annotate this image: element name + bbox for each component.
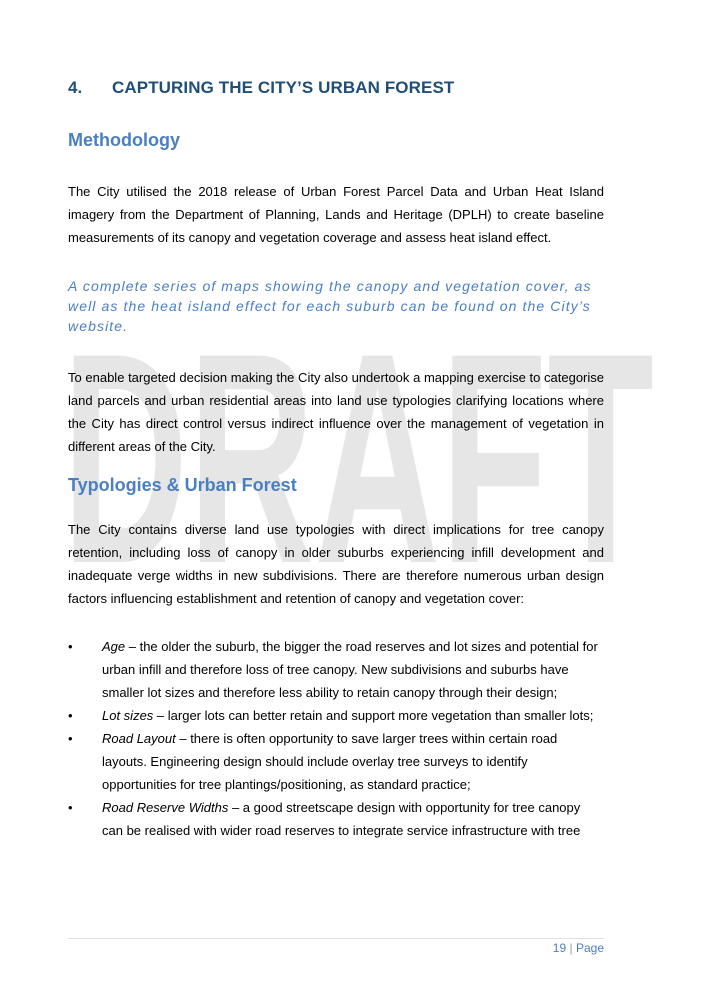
footer-separator: |: [569, 941, 573, 955]
bullet-icon: •: [68, 639, 73, 654]
list-item-text: – larger lots can better retain and support more vegetation than smaller lots;: [153, 708, 594, 723]
section-heading: [68, 78, 454, 98]
design-factors-list: [68, 635, 604, 842]
list-item-text: – there is often opportunity to save larger trees within certain road layouts. Engineering design should include overlay tree surveys to identify opportunities for tree plantings/positioning, as standard practice;: [102, 731, 558, 792]
list-item-term: Road Reserve Widths: [102, 800, 229, 815]
maps-note: A complete series of maps showing the canopy and vegetation cover, as well as the heat island effect for each suburb can be found on the City’s website.: [68, 278, 592, 334]
watermark-text: DRAFT: [62, 330, 654, 570]
page-number: 19: [552, 941, 567, 955]
list-item-text: – the older the suburb, the bigger the road reserves and lot sizes and potential for urban infill and therefore loss of tree canopy. New subdivisions and suburbs have smaller lot sizes and therefore less ability to retain canopy through their design;: [102, 639, 598, 700]
typologies-heading: Typologies & Urban Forest: [68, 475, 297, 495]
list-item-text: – a good streetscape design with opportunity for tree canopy can be realised with wider road reserves to integrate service infrastructure with tree: [102, 800, 581, 838]
bullet-icon: •: [68, 800, 73, 815]
bullet-icon: •: [68, 708, 73, 723]
page-footer: [68, 941, 604, 955]
list-item-term: Lot sizes: [102, 708, 154, 723]
list-item: [68, 704, 604, 727]
list-item: [68, 727, 604, 796]
methodology-heading: Methodology: [68, 130, 180, 150]
section-number: 4.: [68, 78, 83, 97]
methodology-paragraph-2: To enable targeted decision making the City also undertook a mapping exercise to categorise land parcels and urban residential areas into land use typologies clarifying locations where the City has direct control versus indirect influence over the management of vegetation in different areas of the City.: [68, 370, 604, 454]
methodology-paragraph-1: The City utilised the 2018 release of Urban Forest Parcel Data and Urban Heat Island imagery from the Department of Planning, Lands and Heritage (DPLH) to create baseline measurements of its canopy and vegetation coverage and assess heat island effect.: [68, 184, 604, 245]
list-item-term: Age: [102, 639, 126, 654]
list-item-term: Road Layout: [102, 731, 176, 746]
section-title: CAPTURING THE CITY’S URBAN FOREST: [112, 78, 455, 97]
typologies-paragraph: The City contains diverse land use typologies with direct implications for tree canopy retention, including loss of canopy in older suburbs experiencing infill development and inadequate verge widths in new subdivisions. There are therefore numerous urban design factors influencing establishment and retention of canopy and vegetation cover:: [68, 522, 604, 606]
bullet-icon: •: [68, 731, 73, 746]
list-item: [68, 635, 604, 704]
list-item: [68, 796, 604, 842]
page-label: Page: [575, 941, 604, 955]
footer-divider: [68, 938, 604, 939]
